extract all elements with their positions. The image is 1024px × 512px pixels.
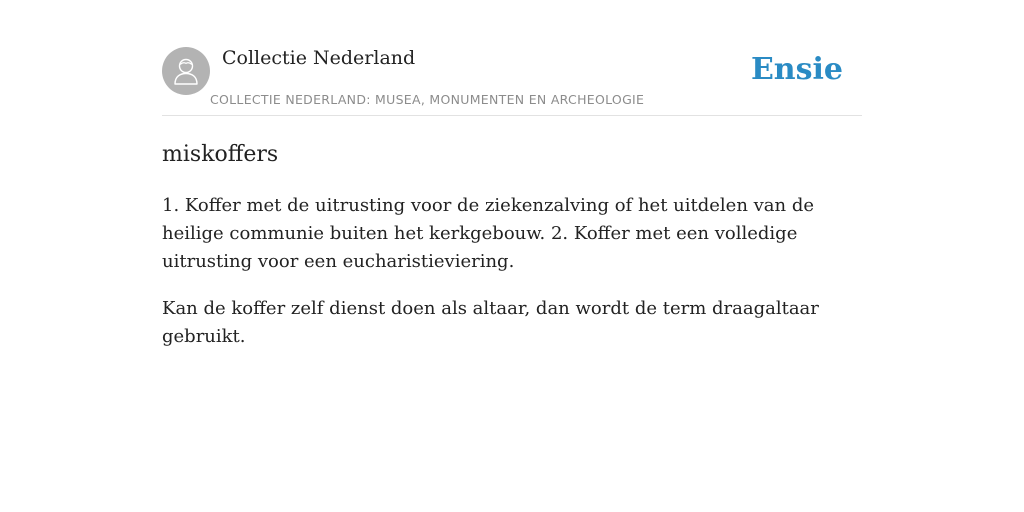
user-icon: [172, 56, 200, 86]
entry-term: miskoffers: [162, 142, 279, 167]
entry-header: [162, 46, 862, 116]
avatar[interactable]: [162, 47, 210, 95]
entry-card: [162, 46, 862, 351]
definition-paragraph: 1. Koffer met de uitrusting voor de ziekenzalving of het uitdelen van de heilige communie buiten het kerkgebouw. 2. Koffer met een volledige uitrusting voor een eucharistieviering.: [162, 195, 815, 272]
ensie-logo[interactable]: Ensie: [750, 52, 843, 87]
author-name[interactable]: Collectie Nederland: [222, 47, 416, 69]
author-subtitle: COLLECTIE NEDERLAND: MUSEA, MONUMENTEN EN ARCHEOLOGIE: [210, 92, 645, 107]
definition-paragraph: Kan de koffer zelf dienst doen als altaar, dan wordt de term draagaltaar gebruikt.: [162, 298, 819, 347]
